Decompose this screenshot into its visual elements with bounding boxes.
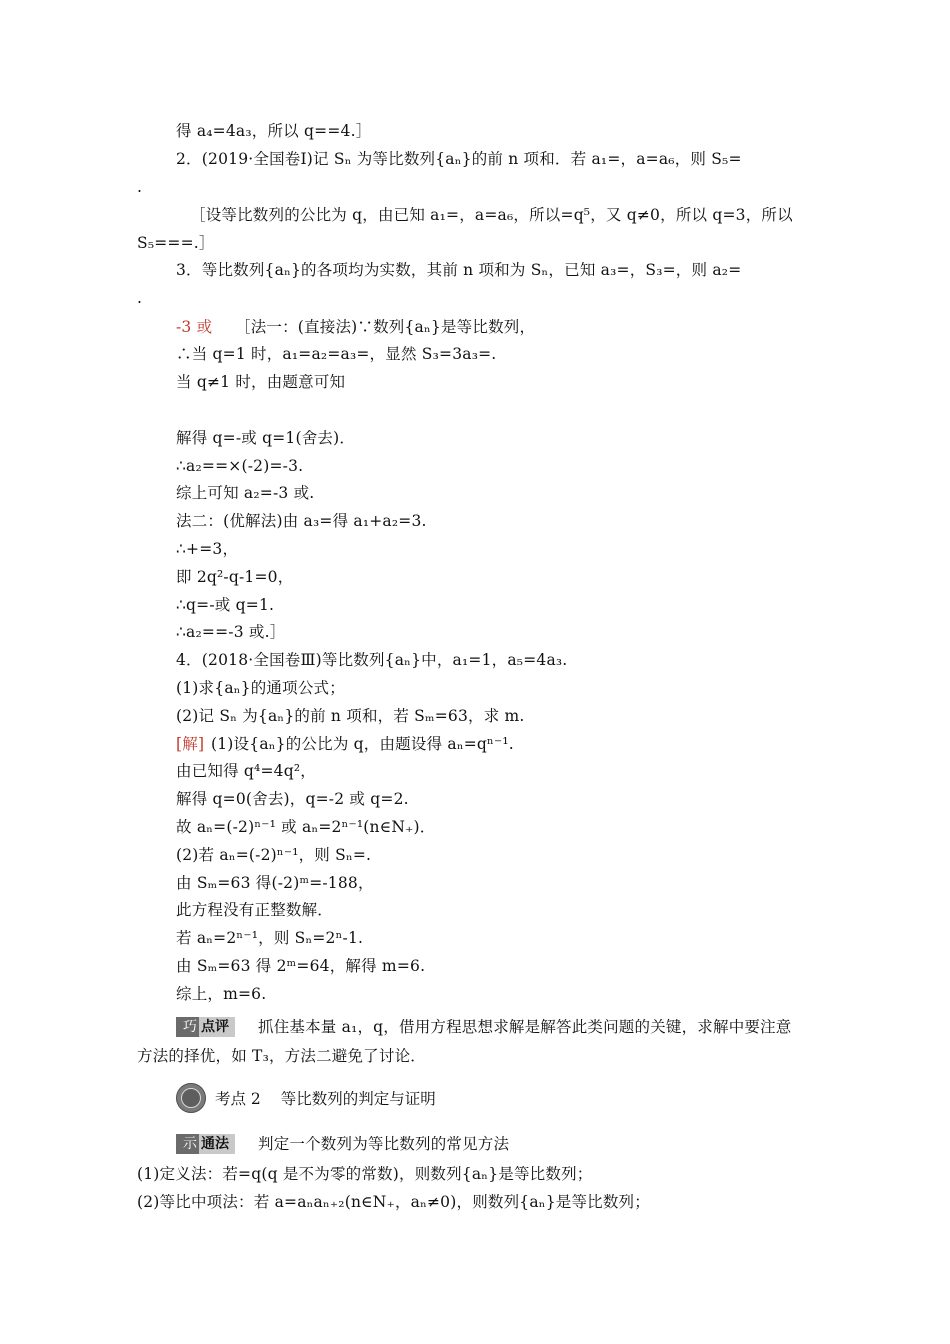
text-line: 3．等比数列{aₙ}的各项均为实数，其前 n 项和为 Sₙ，已知 a₃=，S₃=，则 a₂= (176, 261, 742, 279)
text-line: 得 a₄=4a₃，所以 q==4.］ (176, 122, 372, 140)
section-label: 考点 2 (215, 1090, 261, 1108)
text-line: 综上，m=6. (176, 985, 267, 1003)
text-line: 此方程没有正整数解． (176, 901, 334, 919)
text-line: 抓住基本量 a₁，q，借用方程思想求解是解答此类问题的关键，求解中要注意 (258, 1018, 792, 1036)
text-line: 解得 q=-或 q=1(舍去)． (176, 429, 356, 447)
text-line: (2)记 Sₙ 为{aₙ}的前 n 项和，若 Sₘ=63，求 m. (176, 707, 525, 725)
text-line: ∴q=-或 q=1. (176, 596, 275, 614)
text-line: ∴a₂==×(-2)=-3. (176, 457, 304, 475)
text-line: ∴a₂==-3 或.］ (176, 623, 286, 641)
text-line: ［设等比数列的公比为 q，由已知 a₁=，a=a₆，所以=q⁵，又 q≠0，所以 q=3，所以 (190, 206, 793, 224)
text-line: ∴当 q=1 时，a₁=a₂=a₃=，显然 S₃=3a₃=. (176, 345, 497, 363)
text-line: 综上可知 a₂=-3 或. (176, 484, 315, 502)
circle-bullet-icon (176, 1083, 206, 1113)
badge-qiao: 巧 (176, 1017, 199, 1037)
text-line: ∴+=3， (176, 540, 239, 558)
text-line: 2．(2019·全国卷Ⅰ)记 Sₙ 为等比数列{aₙ}的前 n 项和．若 a₁=，a=a₆，则 S₅= (176, 150, 742, 168)
text-line: 当 q≠1 时，由题意可知 (176, 373, 346, 391)
text-line: 解得 q=0(舍去)，q=-2 或 q=2. (176, 790, 409, 808)
text-line: 由 Sₘ=63 得 2ᵐ=64，解得 m=6. (176, 957, 426, 975)
text-line: S₅===.］ (137, 234, 215, 252)
text-line: 方法的择优，如 T₃，方法二避免了讨论． (137, 1047, 426, 1065)
text-line: 由 Sₘ=63 得(-2)ᵐ=-188， (176, 874, 374, 892)
text-line: (2)若 aₙ=(-2)ⁿ⁻¹，则 Sₙ=. (176, 846, 372, 864)
text-line: 故 aₙ=(-2)ⁿ⁻¹ 或 aₙ=2ⁿ⁻¹(n∈N₊)． (176, 818, 436, 836)
text-line: (1)求{aₙ}的通项公式； (176, 679, 345, 697)
badge-dianping: 点评 (199, 1017, 235, 1037)
text-line: . (137, 289, 143, 307)
text-line: 判定一个数列为等比数列的常见方法 (258, 1135, 510, 1153)
text-line: 即 2q²-q-1=0， (176, 568, 294, 586)
badge-tongfa: 通法 (199, 1134, 235, 1154)
text-line: (1)设{aₙ}的公比为 q，由题设得 aₙ=qⁿ⁻¹. (211, 735, 514, 753)
badge-shi: 示 (176, 1134, 199, 1154)
text-line: (2)等比中项法：若 a=aₙaₙ₊₂(n∈N₊，aₙ≠0)，则数列{aₙ}是等比数列； (137, 1193, 650, 1211)
comment-badge (176, 1017, 249, 1037)
text-line: 若 aₙ=2ⁿ⁻¹，则 Sₙ=2ⁿ-1. (176, 929, 364, 947)
section-title: 等比数列的判定与证明 (280, 1090, 436, 1108)
solution-label: [解] (176, 735, 205, 753)
text-line: 由已知得 q⁴=4q²， (176, 762, 316, 780)
text-line: ［法一：(直接法)∵数列{aₙ}是等比数列， (235, 318, 536, 336)
text-line: (1)定义法：若=q(q 是不为零的常数)，则数列{aₙ}是等比数列； (137, 1165, 593, 1183)
section-heading (176, 1083, 436, 1113)
answer-3: -3 或 (176, 318, 213, 336)
text-line: . (137, 178, 143, 196)
text-line: 法二：(优解法)由 a₃=得 a₁+a₂=3. (176, 512, 427, 530)
text-line: 4．(2018·全国卷Ⅲ)等比数列{aₙ}中，a₁=1，a₅=4a₃. (176, 651, 568, 669)
method-badge (176, 1134, 249, 1154)
